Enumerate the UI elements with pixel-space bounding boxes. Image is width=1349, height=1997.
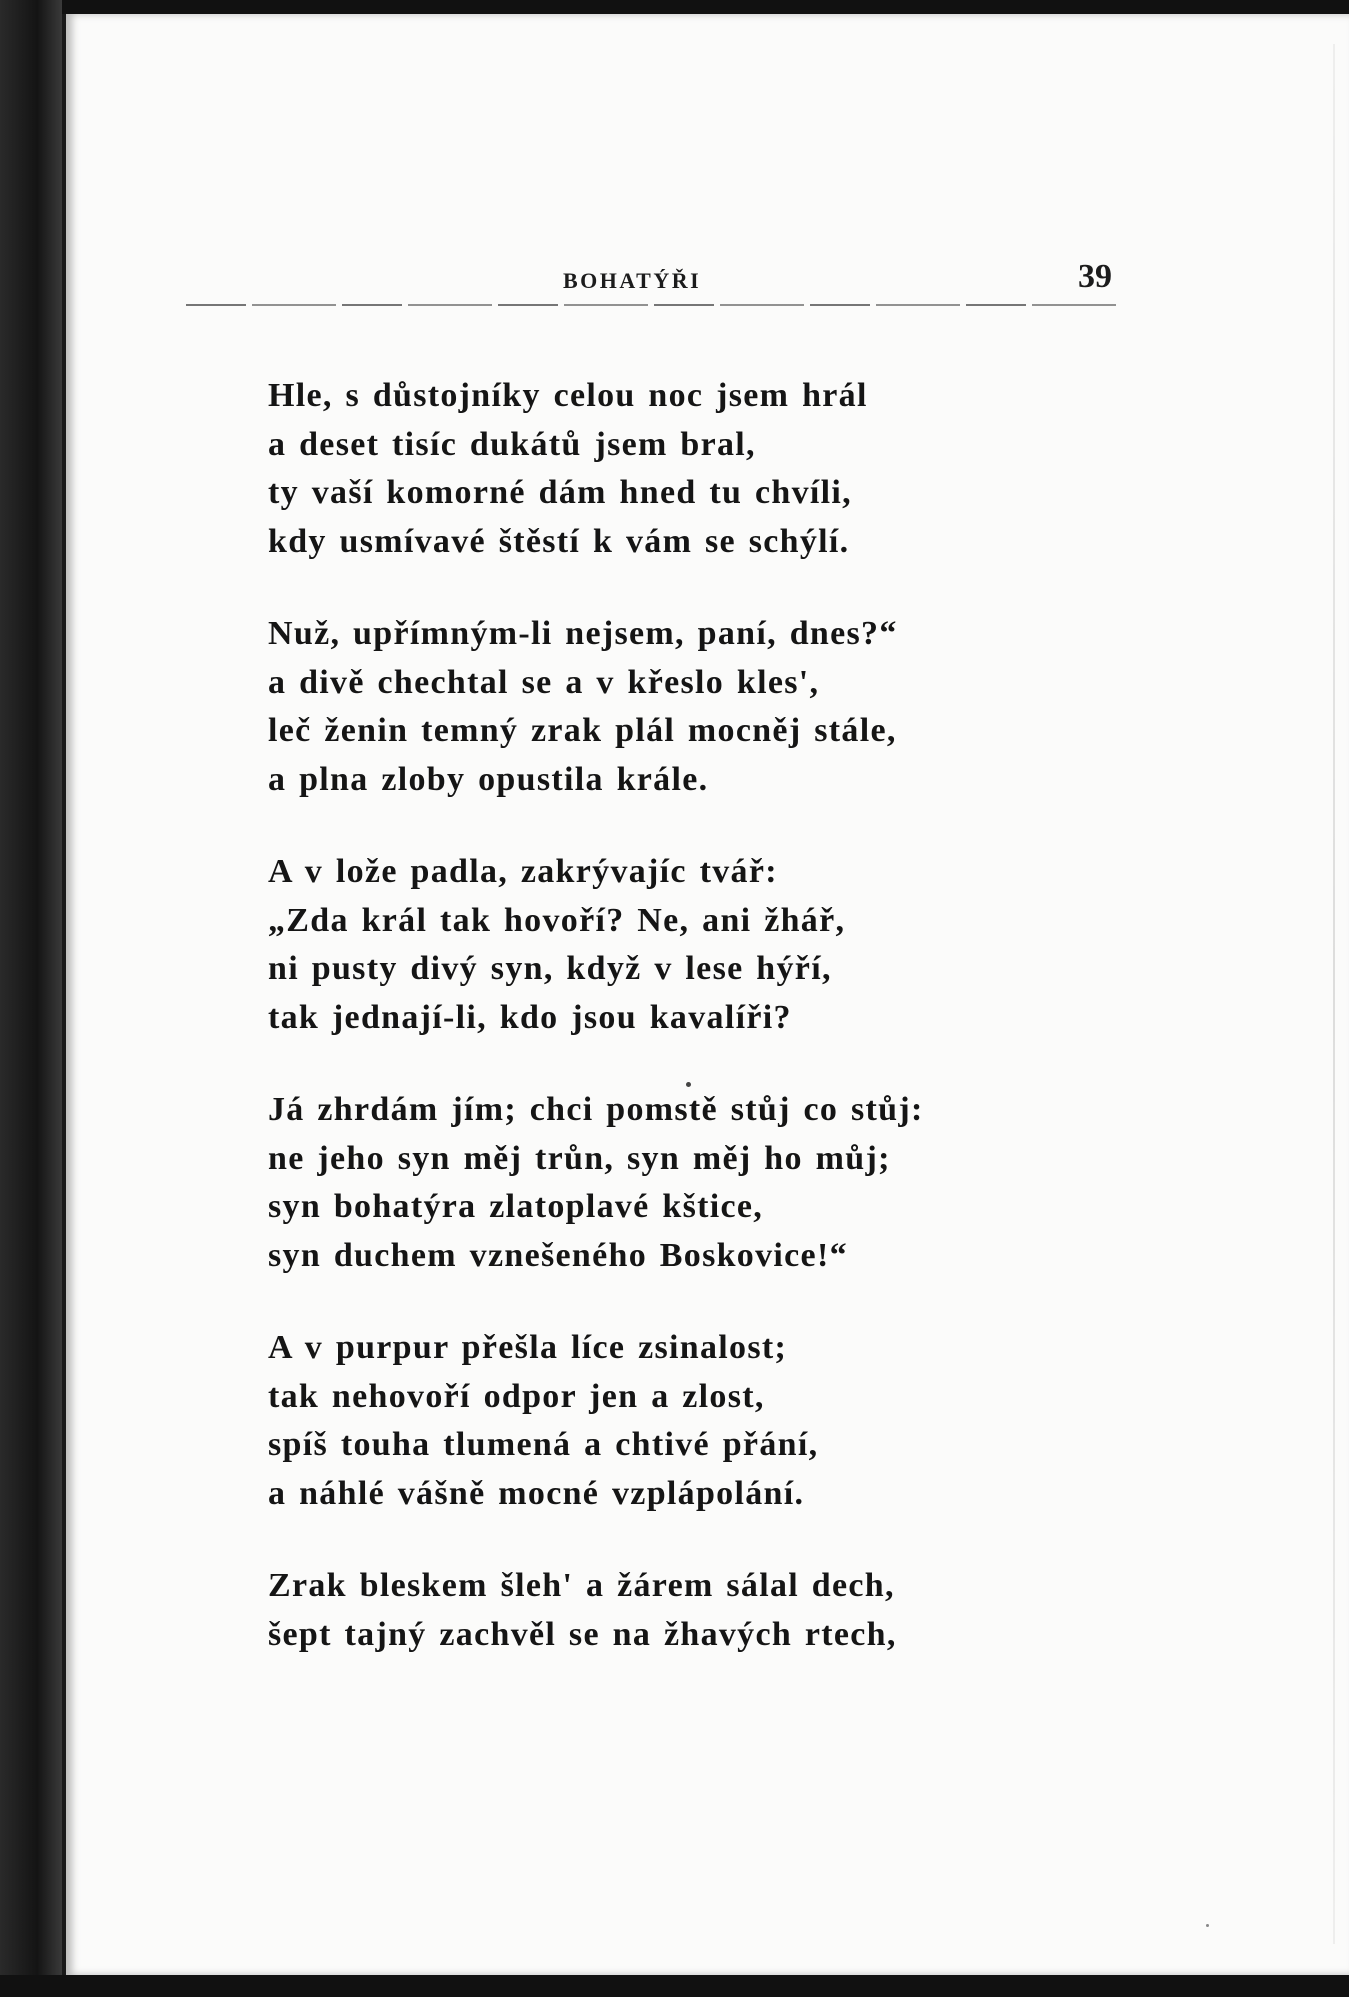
verse-line: ty vaší komorné dám hned tu chvíli, [268,474,852,511]
verse-line: ne jeho syn měj trůn, syn měj ho můj; [268,1139,891,1177]
verse-line: tak jednají-li, kdo jsou kavalíři? [268,998,792,1036]
verse-line: šept tajný zachvěl se na žhavých rtech, [268,1615,897,1653]
running-title: BOHATÝŘI [563,268,702,293]
verse-line: „Zda král tak hovoří? Ne, ani žhář, [268,901,846,939]
verse-line: a plna zloby opustila krále. [268,760,709,798]
page-number: 39 [1078,258,1112,295]
verse-line: Já zhrdám jím; chci pomstě stůj co stůj: [268,1091,924,1128]
verse-line: A v purpur přešla líce zsinalost; [268,1329,788,1366]
verse-line: Hle, s důstojníky celou noc jsem hrál [268,377,868,414]
verse-line: syn bohatýra zlatoplavé kštice, [268,1188,764,1225]
book-page [66,14,1349,1975]
stanza-4 [268,1086,1168,1280]
stanza-1 [268,372,1168,566]
print-speck [686,1082,691,1087]
verse-line: a divě chechtal se a v křeslo kles', [268,663,820,701]
page-header [66,250,1349,300]
scan-border-bottom [0,1975,1349,1997]
verse-line: spíš touha tlumená a chtivé přání, [268,1426,819,1463]
verse-line: A v lože padla, zakrývajíc tvář: [268,853,778,890]
header-rule [186,304,1116,306]
stanza-6 [268,1562,1168,1659]
verse-line: ni pusty divý syn, když v lese hýří, [268,950,832,987]
verse-line: Zrak bleskem šleh' a žárem sálal dech, [268,1567,895,1604]
stanza-2 [268,610,1168,804]
verse-line: tak nehovoří odpor jen a zlost, [268,1377,765,1415]
print-speck [1206,1924,1209,1927]
stanza-5 [268,1324,1168,1518]
scan-border-top [0,0,1349,14]
verse-line: a deset tisíc dukátů jsem bral, [268,425,756,463]
scan-border-left [0,0,62,1997]
verse-line: leč ženin temný zrak plál mocněj stále, [268,712,897,749]
verse-line: Nuž, upřímným-li nejsem, paní, dnes?“ [268,615,898,652]
poem-body [268,372,1168,1703]
verse-line: syn duchem vznešeného Boskovice!“ [268,1236,848,1274]
verse-line: kdy usmívavé štěstí k vám se schýlí. [268,522,850,560]
verse-line: a náhlé vášně mocné vzplápolání. [268,1474,805,1512]
stanza-3 [268,848,1168,1042]
